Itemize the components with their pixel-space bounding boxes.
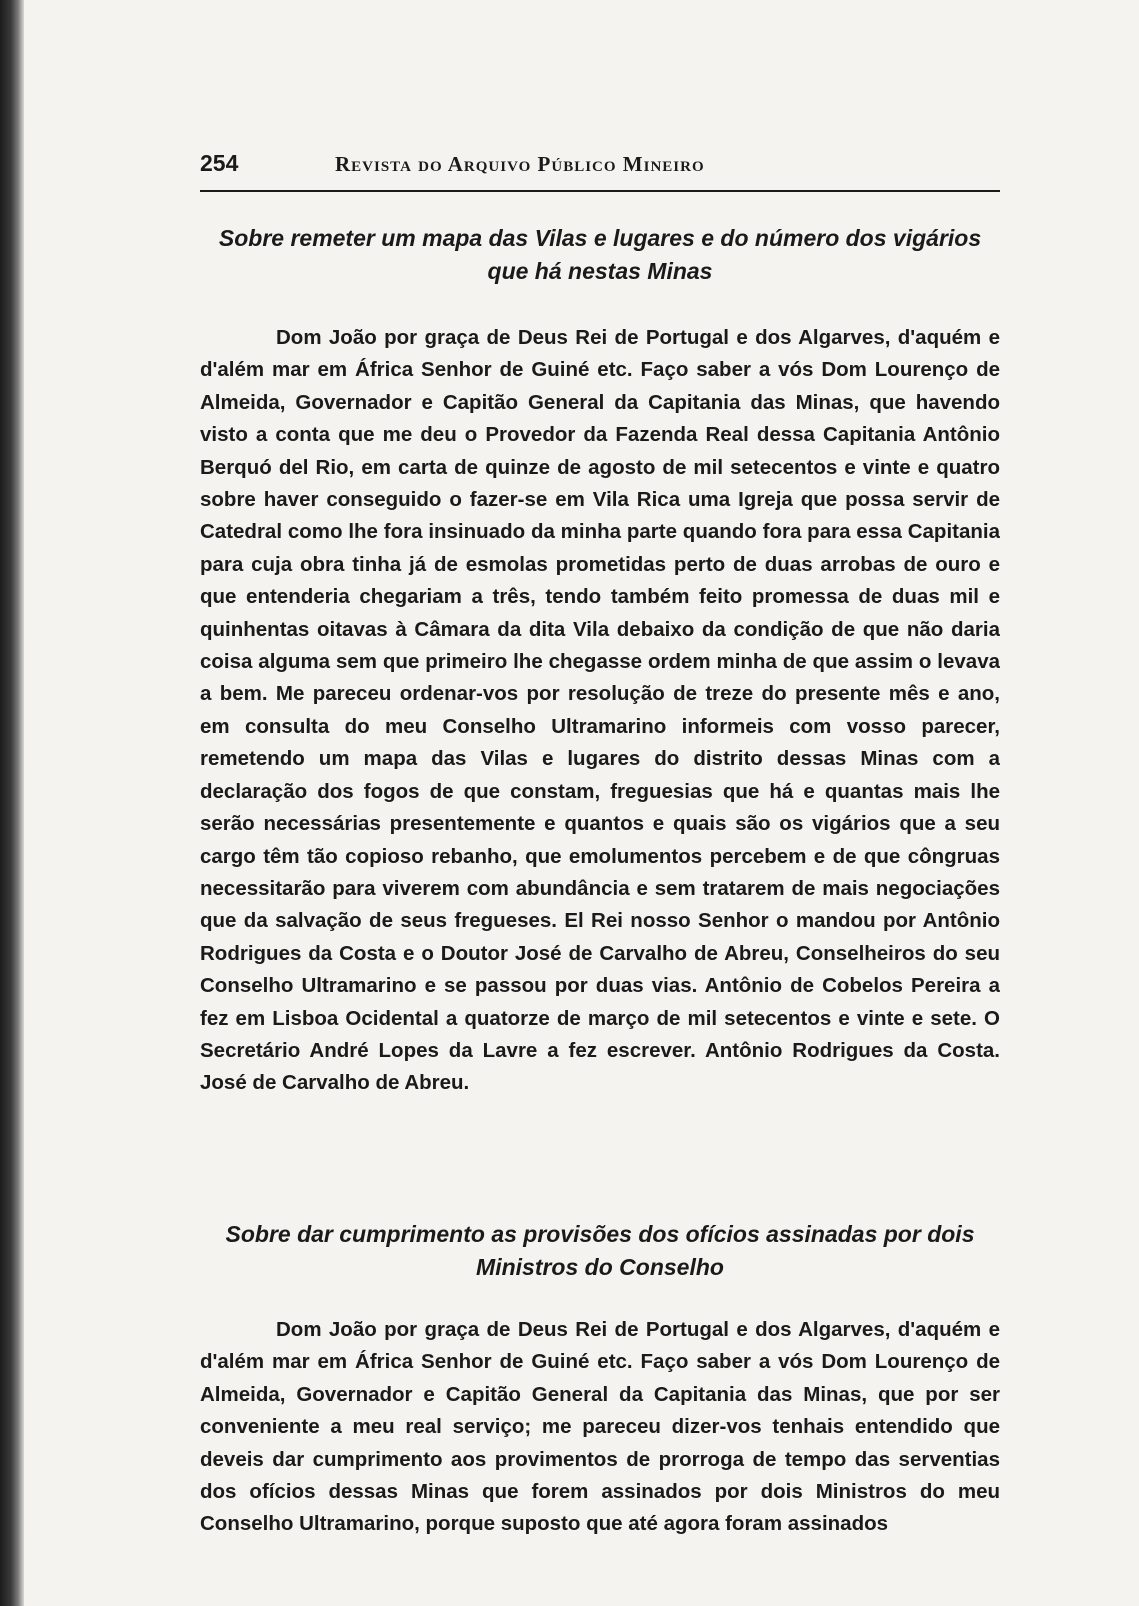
section-title-2: Sobre dar cumprimento as provisões dos ofícios assinadas por dois Ministros do Conselho — [225, 1221, 975, 1280]
scan-binding-edge — [0, 0, 24, 1606]
page-number: 254 — [200, 150, 239, 176]
section-body-2: Dom João por graça de Deus Rei de Portugal e dos Algarves, d'aquém e d'além mar em África Senhor de Guiné etc. Faço saber a vós Dom Lourenço de Almeida, Governador e Capitão General da Capitania das Minas, que por ser conveniente a meu real serviço; me pareceu dizer-vos tenhais entendido que deveis dar cumprimento aos provimentos de prorroga de tempo das serventias dos ofícios dessas Minas que forem assinados por dois Ministros do meu Conselho Ultramarino, porque suposto que até agora foram assinados — [200, 1318, 1000, 1536]
page-header — [200, 150, 1000, 192]
document-page — [200, 150, 1000, 1574]
section-title-1: Sobre remeter um mapa das Vilas e lugares e do número dos vigários que há nestas Minas — [218, 225, 982, 284]
section-body-1: Dom João por graça de Deus Rei de Portugal e dos Algarves, d'aquém e d'além mar em África Senhor de Guiné etc. Faço saber a vós Dom Lourenço de Almeida, Governador e Capitão General da Capitania das Minas, que havendo visto a conta que me deu o Provedor da Fazenda Real dessa Capitania Antônio Berquó del Rio, em carta de quinze de agosto de mil setecentos e vinte e quatro sobre haver conseguido o fazer-se em Vila Rica uma Igreja que possa servir de Catedral como lhe fora insinuado da minha parte quando fora para essa Capitania para cuja obra tinha já de esmolas prometidas perto de duas arrobas de ouro e que entenderia chegariam a três, tendo também feito promessa de duas mil e quinhentas oitavas à Câmara da dita Vila debaixo da condição de que não daria coisa alguma sem que primeiro lhe chegasse ordem minha de que assim o levava a bem. Me pareceu ordenar-vos por resolução de treze do presente mês e ano, em consulta do meu Conselho Ultramarino informeis com vosso parecer, remetendo um mapa das Vilas e lugares do distrito dessas Minas com a declaração dos fogos de que constam, freguesias que há e quantas mais lhe serão necessárias presentemente e quantos e quais são os vigários que a seu cargo têm tão copioso rebanho, que emolumentos percebem e de que côngruas necessitarão para viverem com abundância e sem tratarem de mais negociações que da salvação de seus fregueses. El Rei nosso Senhor o mandou por Antônio Rodrigues da Costa e o Doutor José de Carvalho de Abreu, Conselheiros do seu Conselho Ultramarino e se passou por duas vias. Antônio de Cobelos Pereira a fez em Lisboa Ocidental a quatorze de março de mil setecentos e vinte e sete. O Secretário André Lopes da Lavre a fez escrever. Antônio Rodrigues da Costa. José de Carvalho de Abreu. — [200, 326, 1000, 1095]
running-head: Revista do Arquivo Público Mineiro — [335, 152, 705, 176]
